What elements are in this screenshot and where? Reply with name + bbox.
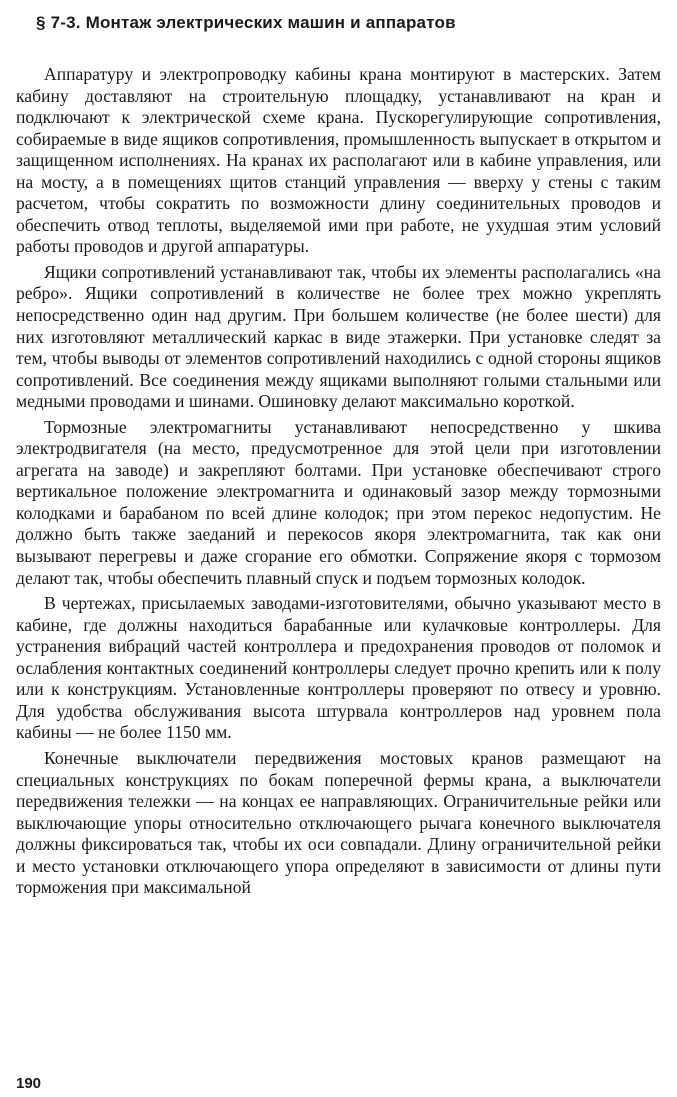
- page-number: 190: [16, 1075, 42, 1092]
- paragraph-brake-electromagnets: Тормозные электромагниты устанавливают непосредственно у шкива электродвигателя (на место, предусмотренное для этой цели при изготовлении агрегата на заводе) и закрепляют болтами. При установке обеспечивают строго вертикальное положение электромагнита и одинаковый зазор между тормозными колодками и барабаном по всей длине колодок; при этом перекос недопустим. Не должно быть также заеданий и перекосов якоря электромагнита, так как они вызывают перегревы и даже сгорание его обмотки. Сопряжение якоря с тормозом делают так, чтобы обеспечить плавный спуск и подъем тормозных колодок.: [16, 416, 661, 588]
- body-text: [16, 64, 661, 899]
- paragraph-cabin-equipment: Аппаратуру и электропроводку кабины крана монтируют в мастерских. Затем кабину доставляют на строительную площадку, устанавливают на кран и подключают к электрической схеме крана. Пускорегулирующие сопротивления, собираемые в виде ящиков сопротивления, промышленность выпускает в открытом и защищенном исполнениях. На кранах их располагают или в кабине управления, или на мосту, а в помещениях щитов станций управления — вверху у стены с таким расчетом, чтобы сократить по возможности длину соединительных проводов и обеспечить отвод теплоты, выделяемой ими при работе, не ухудшая этим условий работы проводов и другой аппаратуры.: [16, 64, 661, 257]
- paragraph-limit-switches: Конечные выключатели передвижения мостовых кранов размещают на специальных конструкциях по бокам поперечной фермы крана, а выключатели передвижения тележки — на концах ее направляющих. Ограничительные рейки или выключающие упоры относительно отключающего рычага конечного выключателя должны фиксироваться так, чтобы их оси совпадали. Длину ограничительной рейки и место установки отключающего упора определяют в зависимости от длины пути торможения при максимальной: [16, 747, 661, 898]
- paragraph-controllers: В чертежах, присылаемых заводами-изготовителями, обычно указывают место в кабине, где должны находиться барабанные или кулачковые контроллеры. Для устранения вибраций частей контроллера и предохранения проводов от поломок и ослабления контактных соединений контроллеры следует прочно крепить или к полу или к конструкциям. Установленные контроллеры проверяют по отвесу и уровню. Для удобства обслуживания высота штурвала контроллеров над уровнем пола кабины — не более 1150 мм.: [16, 593, 661, 743]
- paragraph-resistor-boxes: Ящики сопротивлений устанавливают так, чтобы их элементы располагались «на ребро». Ящики сопротивлений в количестве не более трех можно укреплять непосредственно один над другим. При большем количестве (не более шести) для них изготовляют металлический каркас в виде этажерки. При установке следят за тем, чтобы выводы от элементов сопротивлений находились с одной стороны ящиков сопротивлений. Все соединения между ящиками выполняют голыми стальными или медными проводами и шинами. Ошиновку делают максимально короткой.: [16, 261, 661, 412]
- section-title: § 7-3. Монтаж электрических машин и аппаратов: [36, 13, 456, 32]
